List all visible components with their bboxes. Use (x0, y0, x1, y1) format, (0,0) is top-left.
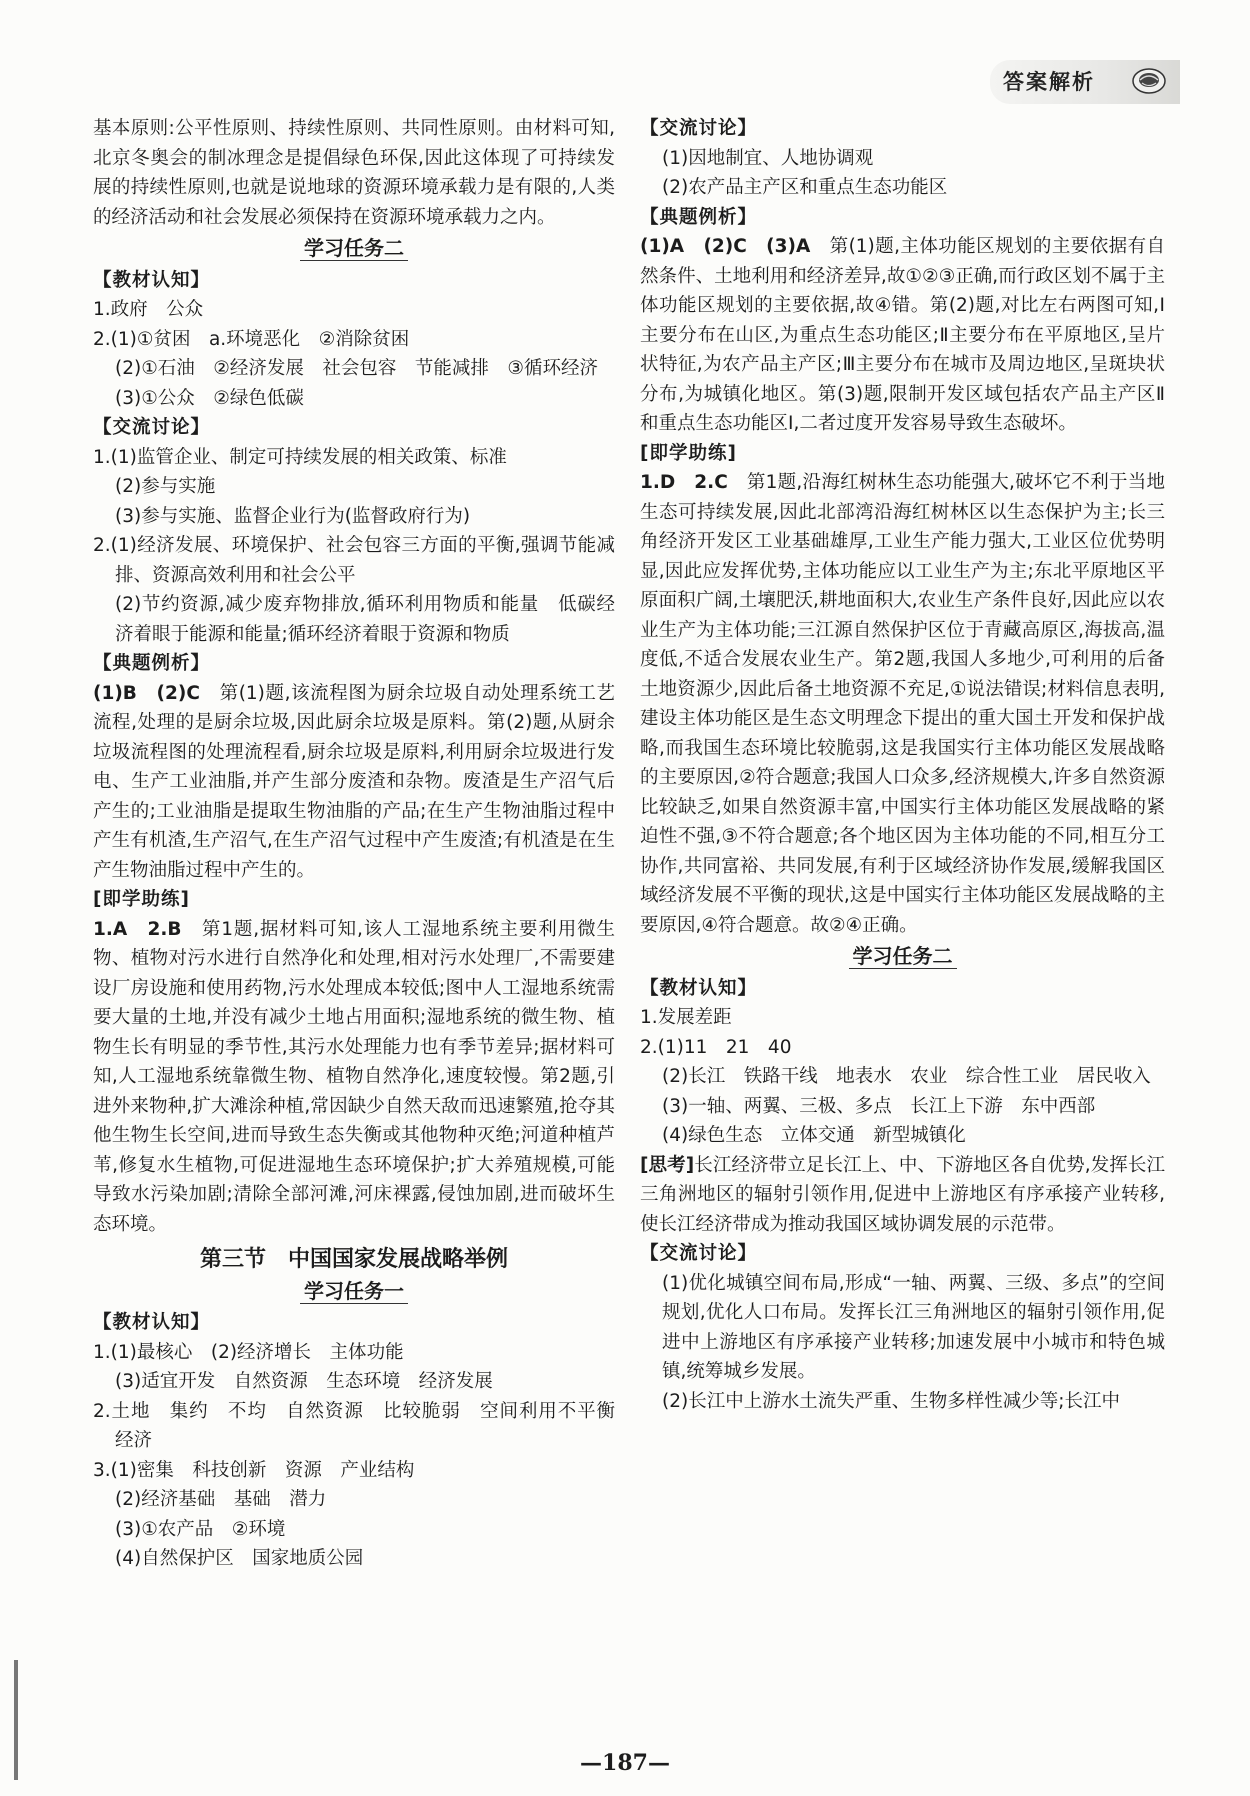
task2-title: 学习任务二 (93, 234, 615, 264)
sikao-paragraph (640, 1151, 1165, 1240)
jiaocai2-line: (4)自然保护区 国家地质公园 (115, 1548, 364, 1569)
jiaocai-line: 2.(1)①贫困 a.环境恶化 ②消除贫困 (93, 328, 410, 350)
section-head-jiaocai: 【教材认知】 (93, 269, 211, 291)
jiaocai-line: (2)①石油 ②经济发展 社会包容 节能减排 ③循环经济 (115, 358, 598, 379)
jiaocai-line: 2.(1)11 21 40 (640, 1036, 792, 1058)
jixue-answer: 1.D 2.C (640, 472, 728, 493)
jiaoliu-line: (2)参与实施 (115, 476, 216, 497)
jiaoliu-line: 2.(1)经济发展、环境保护、社会包容三方面的平衡,强调节能减排、资源高效利用和社会公平 (93, 535, 615, 586)
jiaoliu2-line: (1)优化城镇空间布局,形成“一轴、两翼、三级、多点”的空间规划,优化人口布局。发挥长江三角洲地区的辐射引领作用,促进中上游地区有序承接产业转移;加速发展中小城市和特色城镇,统筹城乡发展。 (662, 1272, 1165, 1382)
jiaocai-line: (4)绿色生态 立体交通 新型城镇化 (662, 1125, 966, 1146)
jiaocai-line: (2)长江 铁路干线 地表水 农业 综合性工业 居民收入 (662, 1066, 1151, 1087)
intro-paragraph: 基本原则:公平性原则、持续性原则、共同性原则。由材料可知,北京冬奥会的制冰理念是提倡绿色环保,因此这体现了可持续发展的持续性原则,也就是说地球的资源环境承载力是有限的,人类的经济活动和社会发展必须保持在资源环境承载力之内。 (93, 118, 615, 228)
dianti-paragraph (640, 232, 1165, 439)
header-title: 答案解析 (1003, 70, 1095, 94)
dianti-paragraph (93, 679, 615, 886)
page-number: —187— (580, 1750, 670, 1776)
jiaocai2-line: (2)经济基础 基础 潜力 (115, 1489, 327, 1510)
task2-title: 学习任务二 (640, 942, 1165, 972)
left-column (93, 114, 634, 1574)
globe-icon (1131, 66, 1167, 96)
section-head-jiaocai: 【教材认知】 (640, 977, 758, 999)
dianti-text: 第(1)题,主体功能区规划的主要依据有自然条件、土地利用和经济差异,故①②③正确,而行政区划不属于主体功能区规划的主要依据,故④错。第(2)题,对比左右两图可知,Ⅰ主要分布在山区,为重点生态功能区;Ⅱ主要分布在平原地区,呈片状特征,为农产品主产区;Ⅲ主要分布在城市及周边地区,呈斑块状分布,为城镇化地区。第(3)题,限制开发区域包括农产品主产区Ⅱ和重点生态功能区Ⅰ,二者过度开发容易导致生态破坏。 (640, 236, 1165, 434)
jiaoliu-line: 1.(1)监管企业、制定可持续发展的相关政策、标准 (93, 446, 507, 468)
dianti-answer: (1)B (2)C (93, 682, 200, 704)
section-head-jixue: [即学助练] (640, 442, 737, 464)
section-head-jixue: [即学助练] (93, 889, 190, 910)
section-head-jiaocai: 【教材认知】 (93, 1312, 211, 1333)
section-head-dianti: 【典题例析】 (93, 653, 211, 674)
jiaoliu-line: (2)节约资源,减少废弃物排放,循环利用物质和能量 低碳经济着眼于能源和能量;循环经济着眼于资源和物质 (115, 594, 615, 645)
task1-title: 学习任务一 (93, 1277, 615, 1307)
jiaocai2-line: (3)①农产品 ②环境 (115, 1518, 286, 1540)
jiaocai-line: 1.政府 公众 (93, 299, 204, 320)
chapter-title: 第三节 中国国家发展战略举例 (199, 1246, 508, 1272)
jiaocai2-line: (3)适宜开发 自然资源 生态环境 经济发展 (115, 1371, 493, 1392)
jixue-text: 第1题,据材料可知,该人工湿地系统主要利用微生物、植物对污水进行自然净化和处理,相对污水处理厂,不需要建设厂房设施和使用药物,污水处理成本较低;图中人工湿地系统需要大量的土地,并没有减少土地占用面积;湿地系统的微生物、植物生长有明显的季节性,其污水处理能力也有季节差异;据材料可知,人工湿地系统靠微生物、植物自然净化,速度较慢。第2题,引进外来物种,扩大滩涂种植,常因缺少自然天敌而迅速繁殖,抢夺其他生物生长空间,进而导致生态失衡或其他物种灭绝;河道种植芦苇,修复水生植物,可促进湿地生态环境保护;扩大养殖规模,可能导致水污染加剧;清除全部河滩,河床裸露,侵蚀加剧,进而破坏生态环境。 (93, 918, 615, 1235)
sikao-head: [思考] (640, 1154, 695, 1176)
jiaocai2-line: 1.(1)最核心 (2)经济增长 主体功能 (93, 1341, 404, 1363)
page-header (0, 0, 1250, 100)
jixue-paragraph (93, 915, 615, 1240)
section-head-jiaoliu: 【交流讨论】 (640, 1243, 758, 1264)
jiaocai-line: 1.发展差距 (640, 1007, 732, 1028)
jiaocai2-line: 2.土地 集约 不均 自然资源 比较脆弱 空间利用不平衡 经济 (93, 1400, 634, 1451)
jiaoliu2-line: (2)长江中上游水土流失严重、生物多样性减少等;长江中 (662, 1390, 1120, 1412)
jixue-text: 第1题,沿海红树林生态功能强大,破坏它不利于当地生态可持续发展,因此北部湾沿海红树林区以生态保护为主;长三角经济开发区工业基础雄厚,工业生产能力强大,工业区位优势明显,因此应发挥优势,主体功能应以工业生产为主;东北平原地区平原面积广阔,土壤肥沃,耕地面积大,农业生产条件良好,因此应以农业生产为主体功能;三江源自然保护区位于青藏高原区,海拔高,温度低,不适合发展农业生产。第2题,我国人多地少,可利用的后备土地资源少,因此后备土地资源不充足,①说法错误;材料信息表明,建设主体功能区是生态文明理念下提出的重大国土开发和保护战略,而我国生态环境比较脆弱,这是我国实行主体功能区发展战略的主要原因,②符合题意;我国人口众多,经济规模大,许多自然资源比较缺乏,如果自然资源丰富,中国实行主体功能区发展战略的紧迫性不强,③不符合题意;各个地区因为主体功能的不同,相互分工协作,共同富裕、共同发展,有利于区域经济协作发展,缓解我国区域经济发展不平衡的现状,这是中国实行主体功能区发展战略的主要原因,④符合题意。故②④正确。 (640, 472, 1165, 936)
section-head-dianti: 【典题例析】 (640, 206, 758, 228)
jiaocai2-line: 3.(1)密集 科技创新 资源 产业结构 (93, 1459, 415, 1481)
jiaoliu-line: (1)因地制宜、人地协调观 (662, 147, 874, 169)
jiaocai-line: (3)①公众 ②绿色低碳 (115, 387, 304, 409)
dianti-answer: (1)A (2)C (3)A (640, 236, 811, 257)
jiaoliu-line: (3)参与实施、监督企业行为(监督政府行为) (115, 505, 471, 527)
dianti-text: 第(1)题,该流程图为厨余垃圾自动处理系统工艺流程,处理的是厨余垃圾,因此厨余垃圾是原料。第(2)题,从厨余垃圾流程图的处理流程看,厨余垃圾是原料,利用厨余垃圾进行发电、生产工业油脂,并产生部分废渣和杂物。废渣是生产沼气后产生的;工业油脂是提取生物油脂的产品;在生产生物油脂过程中产生有机渣,生产沼气,在生产沼气过程中产生废渣;有机渣是在生产生物油脂过程中产生的。 (93, 682, 615, 881)
section-head-jiaoliu: 【交流讨论】 (640, 118, 758, 139)
jiaocai-line: (3)一轴、两翼、三极、多点 长江上下游 东中西部 (662, 1095, 1096, 1117)
jiaoliu-line: (2)农产品主产区和重点生态功能区 (662, 177, 948, 198)
jixue-paragraph (640, 468, 1165, 940)
jixue-answer: 1.A 2.B (93, 918, 182, 940)
sikao-text: 长江经济带立足长江上、中、下游地区各自优势,发挥长江三角洲地区的辐射引领作用,促进中上游地区有序承接产业转移,使长江经济带成为推动我国区域协调发展的示范带。 (640, 1154, 1165, 1235)
section-head-jiaoliu: 【交流讨论】 (93, 417, 211, 438)
right-column (640, 114, 1165, 1416)
